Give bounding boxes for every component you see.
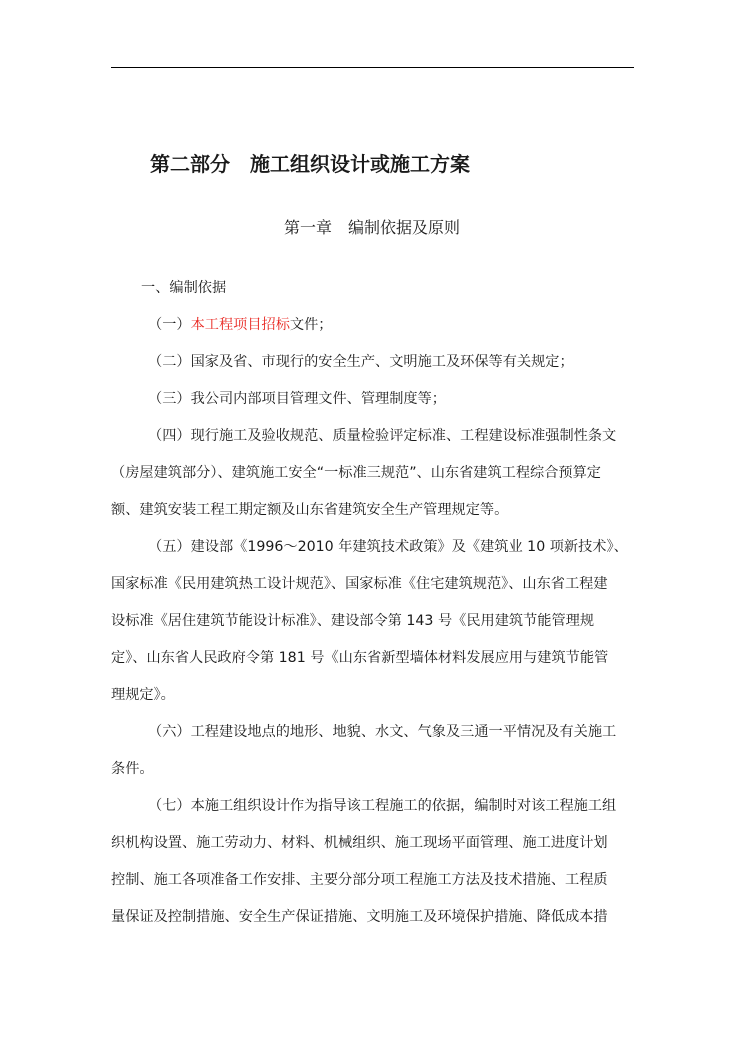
list-item-1 [111, 307, 641, 344]
item1-prefix: （一） [148, 317, 191, 333]
list-item-5-line-3: 设标准《居住建筑节能设计标准》、建设部令第 143 号《民用建筑节能管理规 [111, 613, 595, 629]
chapter-title: 第一章 编制依据及原则 [283, 218, 460, 237]
header-rule [111, 67, 634, 68]
list-item-3: （三）我公司内部项目管理文件、管理制度等； [148, 391, 446, 407]
document-body [111, 270, 641, 936]
list-item-6-line-2: 条件。 [111, 761, 154, 777]
list-item-4-line-3: 额、建筑安装工程工期定额及山东省建筑安全生产管理规定等。 [111, 502, 509, 518]
list-item-6-line-1: （六）工程建设地点的地形、地貌、水文、气象及三通一平情况及有关施工 [148, 724, 617, 740]
list-item-5-line-4: 定》、山东省人民政府令第 181 号《山东省新型墙体材料发展应用与建筑节能管 [111, 650, 609, 666]
item1-suffix: 文件； [289, 317, 333, 333]
list-item-5-line-5: 理规定》。 [111, 687, 175, 703]
list-item-7-line-2: 织机构设置、施工劳动力、材料、机械组织、施工现场平面管理、施工进度计划 [111, 835, 608, 851]
list-item-7-line-3: 控制、施工各项准备工作安排、主要分部分项工程施工方法及技术措施、工程质 [111, 872, 608, 888]
section-heading: 一、编制依据 [141, 280, 227, 296]
list-item-7-line-4: 量保证及控制措施、安全生产保证措施、文明施工及环境保护措施、降低成本措 [111, 909, 608, 925]
list-item-5-line-1: （五）建设部《1996～2010 年建筑技术政策》及《建筑业 10 项新技术》、 [148, 539, 628, 555]
list-item-5-line-2: 国家标准《民用建筑热工设计规范》、国家标准《住宅建筑规范》、山东省工程建 [111, 576, 608, 592]
item1-highlight: 本工程项目招标 [190, 317, 290, 333]
list-item-4-line-1: （四）现行施工及验收规范、质量检验评定标准、工程建设标准强制性条文 [148, 428, 617, 444]
list-item-2: （二）国家及省、市现行的安全生产、文明施工及环保等有关规定； [148, 354, 574, 370]
part-title: 第二部分 施工组织设计或施工方案 [150, 152, 470, 176]
list-item-4-line-2: （房屋建筑部分）、建筑施工安全“一标准三规范”、山东省建筑工程综合预算定 [111, 465, 601, 481]
list-item-7-line-1: （七）本施工组织设计作为指导该工程施工的依据，编制时对该工程施工组 [148, 798, 617, 814]
